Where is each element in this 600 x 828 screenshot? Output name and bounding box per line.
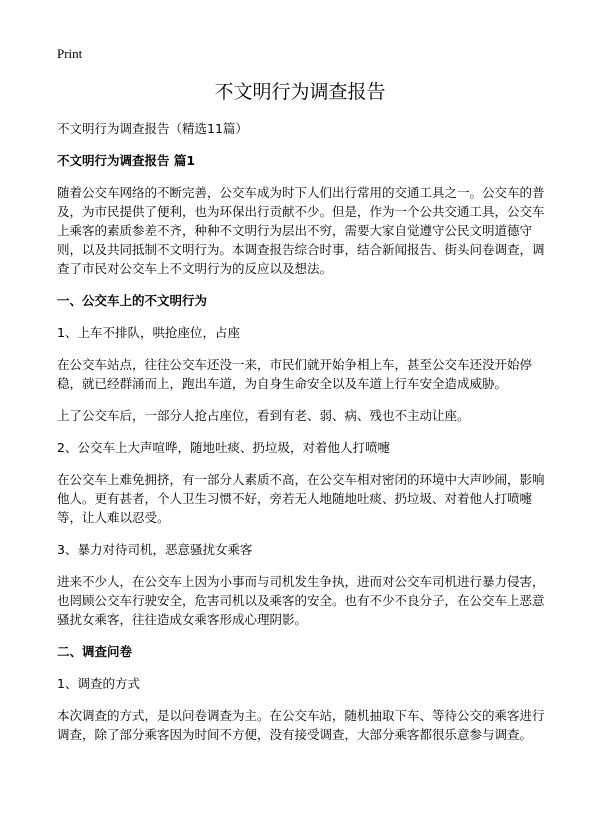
document-subtitle: 不文明行为调查报告（精选11篇） <box>57 121 248 136</box>
section-heading-1: 一、公交车上的不文明行为 <box>57 293 208 308</box>
item-heading-4: 1、调查的方式 <box>57 676 140 691</box>
item-heading-1: 1、上车不排队，哄抢座位，占座 <box>57 325 240 340</box>
section-heading-2: 二、调查问卷 <box>57 644 133 659</box>
item-1-paragraph-2: 上了公交车后，一部分人抢占座位，看到有老、弱、病、残也不主动让座。 <box>57 408 470 423</box>
print-label: Print <box>57 46 83 61</box>
item-3-paragraph: 进来不少人，在公交车上因为小事而与司机发生争执，进而对公交车司机进行暴力侵害，也罔顾公交车行驶安全，危害司机以及乘客的安全。也有不少不良分子，在公交车上恶意骚扰女乘客，往往造成女乘客形成心理阴影。 <box>57 574 545 627</box>
item-2-paragraph: 在公交车上难免拥挤，有一部分人素质不高，在公交车相对密闭的环境中大声吵闹，影响他人。更有甚者，个人卫生习惯不好，旁若无人地随地吐痰、扔垃圾、对着他人打喷嚏等，让人难以忍受。 <box>57 472 545 525</box>
article-heading: 不文明行为调查报告 篇1 <box>57 153 196 168</box>
document-body <box>57 119 553 757</box>
item-heading-3: 3、暴力对待司机，恶意骚扰女乘客 <box>57 542 253 557</box>
item-heading-2: 2、公交车上大声喧哗，随地吐痰、扔垃圾，对着他人打喷嚏 <box>57 440 390 455</box>
document-title: 不文明行为调查报告 <box>214 81 386 103</box>
item-4-paragraph: 本次调查的方式，是以问卷调查为主。在公交车站，随机抽取下车、等待公交的乘客进行调查，除了部分乘客因为时间不方便，没有接受调查，大部分乘客都很乐意参与调查。 <box>57 708 545 742</box>
intro-paragraph: 随着公交车网络的不断完善，公交车成为时下人们出行常用的交通工具之一。公交车的普及，为市民提供了便利，也为环保出行贡献不少。但是，作为一个公共交通工具，公交车上乘客的素质参差不齐，种种不文明行为层出不穷，需要大家自觉遵守公民文明道德守则，以及共同抵制不文明行为。本调查报告综合时事，结合新闻报告、街头问卷调查，调查了市民对公交车上不文明行为的反应以及想法。 <box>57 185 545 276</box>
item-1-paragraph-1: 在公交车站点，往往公交车还没一来，市民们就开始争相上车，甚至公交车还没开始停稳，就已经群涌而上，跑出车道，为自身生命安全以及车道上行车安全造成威胁。 <box>57 357 533 391</box>
